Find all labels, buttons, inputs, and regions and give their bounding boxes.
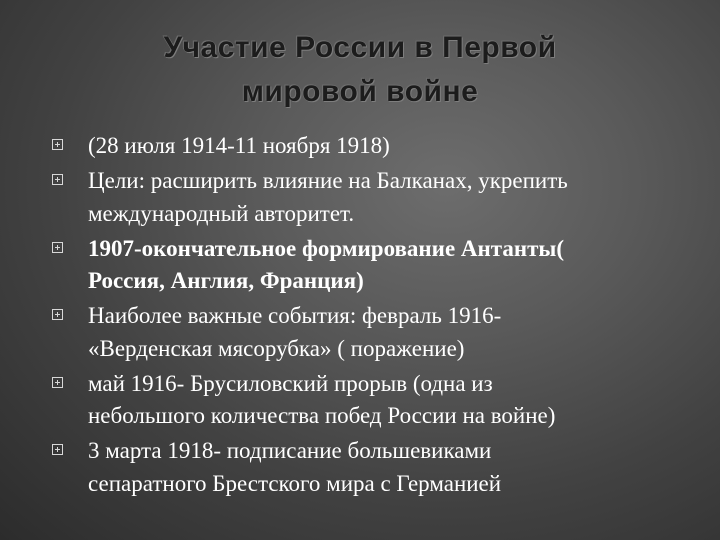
plus-box-icon bbox=[52, 377, 63, 388]
bullet-text bbox=[88, 130, 692, 163]
bullet-item bbox=[52, 233, 692, 298]
slide-title-line-1: Участие России в Первой bbox=[163, 31, 557, 64]
slide-title bbox=[60, 26, 660, 114]
bullet-text bbox=[88, 233, 692, 298]
bullet-item bbox=[52, 368, 692, 433]
bullet-line: «Верденская мясорубка» ( поражение) bbox=[88, 335, 465, 361]
bullet-item bbox=[52, 435, 692, 500]
bullet-line: май 1916- Брусиловский прорыв (одна из bbox=[88, 370, 493, 396]
plus-box-icon bbox=[52, 174, 63, 185]
bullet-text bbox=[88, 300, 692, 365]
plus-box-icon bbox=[52, 139, 63, 150]
bullet-text bbox=[88, 435, 692, 500]
bullet-line: (28 июля 1914-11 ноября 1918) bbox=[88, 133, 390, 158]
bullet-item bbox=[52, 130, 692, 163]
plus-box-icon bbox=[52, 309, 63, 320]
bullet-line: сепаратного Брестского мира с Германией bbox=[88, 470, 502, 496]
bullet-item bbox=[52, 300, 692, 365]
bullet-line: небольшого количества побед России на войне) bbox=[88, 403, 556, 428]
bullet-text bbox=[88, 165, 692, 230]
bullet-item bbox=[52, 165, 692, 230]
bullet-line: международный авторитет. bbox=[88, 200, 355, 226]
plus-box-icon bbox=[52, 242, 63, 253]
bullet-list bbox=[52, 130, 692, 503]
bullet-text bbox=[88, 368, 692, 433]
bullet-line: Цели: расширить влияние на Балканах, укрепить bbox=[88, 168, 568, 193]
bullet-line: Россия, Англия, Франция) bbox=[88, 268, 364, 293]
plus-box-icon bbox=[52, 444, 63, 455]
slide-title-line-2: мировой войне bbox=[241, 75, 479, 108]
bullet-line: 3 марта 1918- подписание большевиками bbox=[88, 438, 492, 463]
bullet-line: Наиболее важные события: февраль 1916- bbox=[88, 303, 502, 328]
bullet-line: 1907-окончательное формирование Антанты( bbox=[88, 235, 565, 261]
